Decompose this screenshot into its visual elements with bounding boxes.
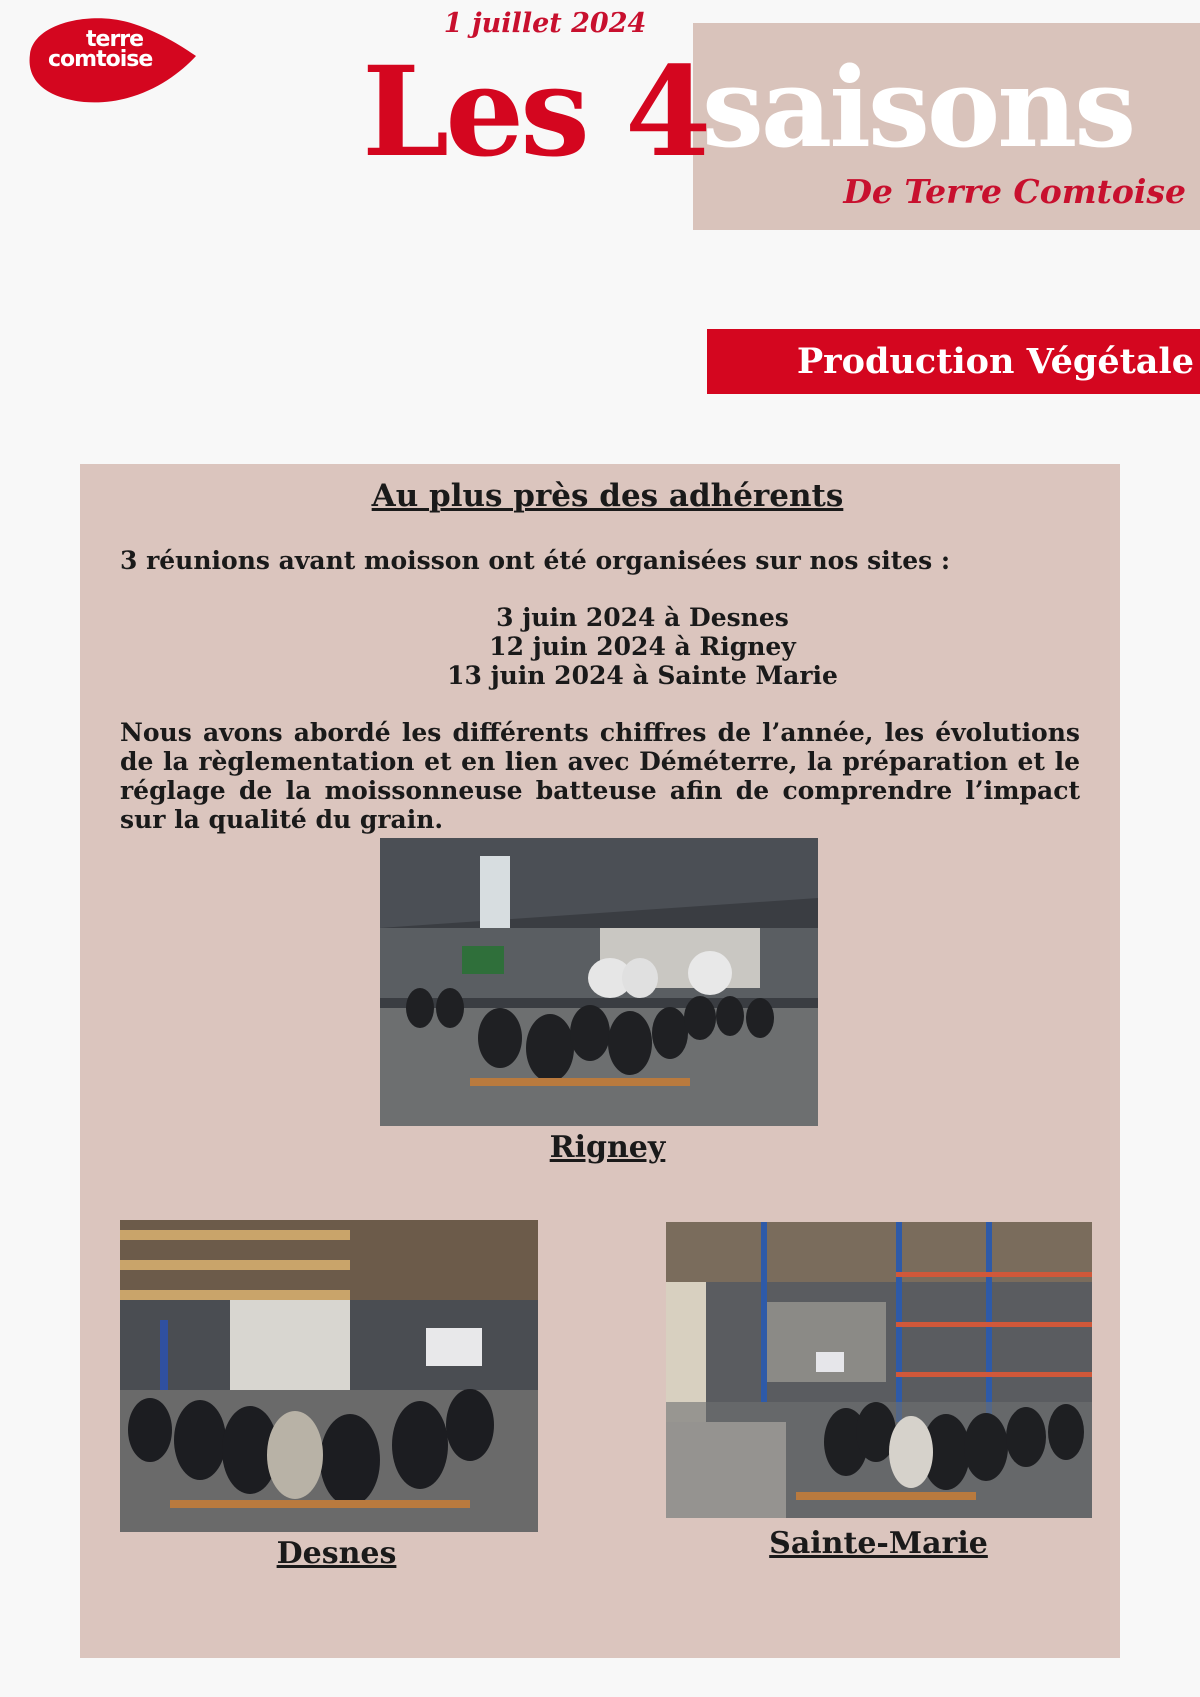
logo-text-line1: terre bbox=[86, 27, 144, 52]
section-label: Production Végétale bbox=[707, 329, 1200, 394]
photo-rigney-meeting bbox=[380, 838, 818, 1126]
photo-sainte-marie-meeting bbox=[666, 1222, 1092, 1518]
article-body: Nous avons abordé les différents chiffres de l’année, les évolutions de la règlementation et en lien avec Déméterre, la préparation et le réglage de la moissonneuse batteuse afin de comprendre l’impact sur la qualité du grain. bbox=[120, 718, 1080, 834]
meeting-dates bbox=[0, 603, 1200, 690]
title-part1: Les 4 bbox=[362, 40, 708, 185]
meeting-date-rigney: 12 juin 2024 à Rigney bbox=[489, 632, 796, 661]
meeting-date-sainte-marie: 13 juin 2024 à Sainte Marie bbox=[447, 661, 838, 690]
subtitle: De Terre Comtoise bbox=[843, 172, 1186, 211]
photo-desnes-meeting bbox=[120, 1220, 538, 1532]
title-part2: saisons bbox=[702, 43, 1134, 172]
article-title: Au plus près des adhérents bbox=[371, 478, 844, 514]
logo-text-line2: comtoise bbox=[48, 47, 153, 72]
issue-date: 1 juillet 2024 bbox=[443, 8, 647, 39]
caption-desnes: Desnes bbox=[276, 1536, 397, 1571]
meeting-date-desnes: 3 juin 2024 à Desnes bbox=[496, 603, 789, 632]
caption-sainte-marie: Sainte-Marie bbox=[769, 1526, 988, 1561]
terre-comtoise-logo bbox=[24, 10, 198, 106]
caption-rigney: Rigney bbox=[549, 1130, 666, 1165]
article-intro: 3 réunions avant moisson ont été organisées sur nos sites : bbox=[120, 546, 951, 575]
